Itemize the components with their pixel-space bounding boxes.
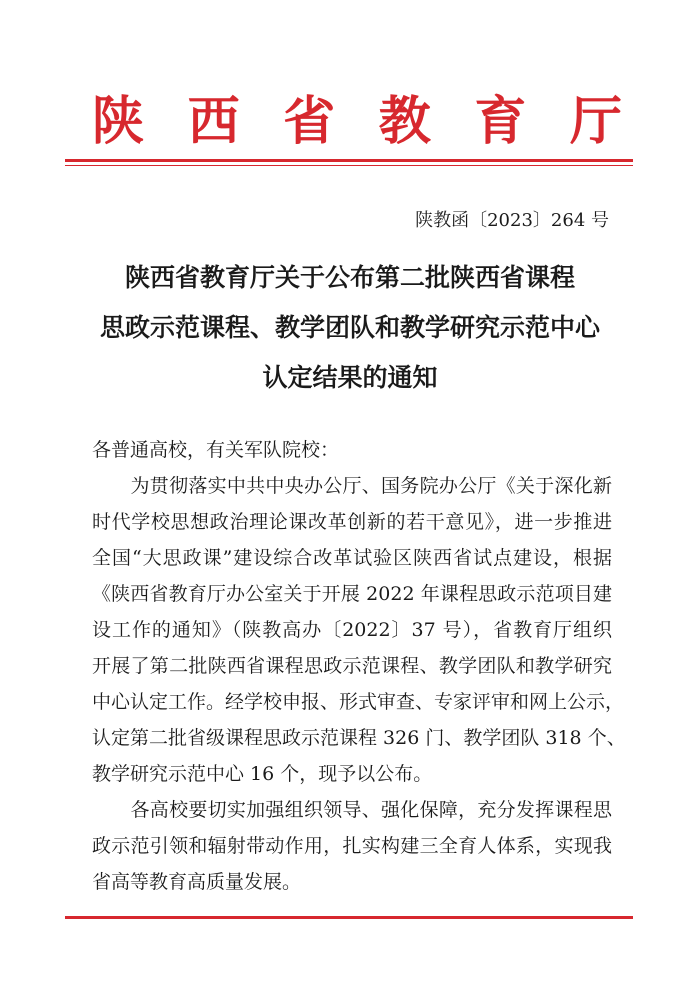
salutation: 各普通高校，有关军队院校： xyxy=(92,439,340,461)
body-line: 认定第二批省级课程思政示范课程 326 门、教学团队 318 个、 xyxy=(92,727,626,749)
body-line: 开展了第二批陕西省课程思政示范课程、教学团队和教学研究 xyxy=(92,655,612,677)
letterhead-char: 育 xyxy=(474,91,527,152)
body-line: 省高等教育高质量发展。 xyxy=(92,871,302,893)
body-line: 设工作的通知》（陕教高办〔2022〕37 号），省教育厅组织 xyxy=(92,619,612,641)
header-divider-thin xyxy=(65,165,633,166)
letterhead-char: 省 xyxy=(283,91,336,152)
letterhead-title xyxy=(92,92,622,152)
footer-divider xyxy=(65,916,633,919)
body-line: 教学研究示范中心 16 个，现予以公布。 xyxy=(92,763,433,785)
letterhead-char: 教 xyxy=(378,91,431,152)
body-line: 政示范引领和辐射带动作用，扎实构建三全育人体系，实现我 xyxy=(92,835,612,857)
body-line: 全国“大思政课”建设综合改革试验区陕西省试点建设，根据 xyxy=(92,547,612,569)
body-line: 中心认定工作。经学校申报、形式审查、专家评审和网上公示， xyxy=(92,691,625,713)
header-divider xyxy=(65,159,633,162)
notice-title-line-1: 陕西省教育厅关于公布第二批陕西省课程 xyxy=(124,263,575,292)
notice-title-line-3: 认定结果的通知 xyxy=(262,363,438,392)
letterhead-char: 西 xyxy=(187,91,240,152)
body-line: 时代学校思想政治理论课改革创新的若干意见》，进一步推进 xyxy=(92,511,612,533)
letterhead-char: 厅 xyxy=(569,91,622,152)
notice-title-line-2: 思政示范课程、教学团队和教学研究示范中心 xyxy=(99,313,600,342)
body-line: 《陕西省教育厅办公室关于开展 2022 年课程思政示范项目建 xyxy=(92,583,612,605)
body-line: 为贯彻落实中共中央办公厅、国务院办公厅《关于深化新 xyxy=(92,475,612,497)
letterhead-char: 陕 xyxy=(92,91,145,152)
document-number: 陕教函〔2023〕264 号 xyxy=(415,210,609,231)
body-line: 各高校要切实加强组织领导、强化保障，充分发挥课程思 xyxy=(92,799,612,821)
